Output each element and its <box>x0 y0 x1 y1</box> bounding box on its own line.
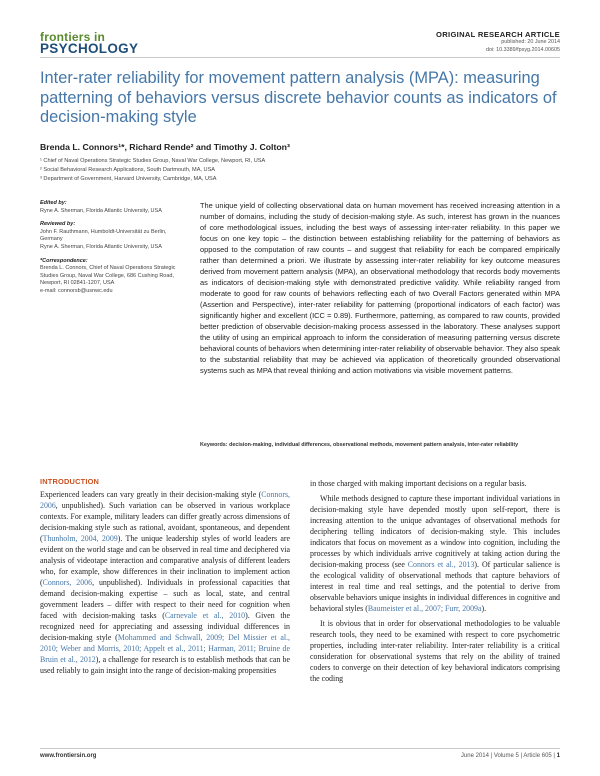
header-rule <box>40 57 560 58</box>
text-run: ). Of particular salience is the ecological validity of observational methods that capture behaviors of interest in real time and real settings, and the potential to derive from observable behaviors unique insights in individual differences in cognitive and behavioral styles ( <box>310 560 560 613</box>
published-date: published: 20 June 2014 <box>501 39 560 45</box>
authors: Brenda L. Connors¹*, Richard Rende² and Timothy J. Colton³ <box>40 142 290 152</box>
correspondence-address: Brenda L. Connors, Chief of Naval Operations Strategic Studies Group, Naval War College, 686 Cushing Road, Newport, RI 02841-1207, USA <box>40 265 176 287</box>
intro-paragraph-2 <box>310 493 560 614</box>
citation-link[interactable]: Connors, 2006 <box>42 578 93 587</box>
affiliation-3: ³ Department of Government, Harvard University, Cambridge, MA, USA <box>40 176 217 183</box>
reviewer-2: Ryne A. Sherman, Florida Atlantic University, USA <box>40 243 162 250</box>
journal-logo-line2: PSYCHOLOGY <box>40 41 139 56</box>
keywords <box>200 441 560 449</box>
keywords-label: Keywords: <box>200 442 228 448</box>
intro-paragraph-1-cont: in those charged with making important decisions on a regular basis. <box>310 479 527 488</box>
body-column-right <box>310 478 560 684</box>
text-run: , unpublished). Such variation can be observed in various workplace contexts. For example, military leaders can differ greatly across dimensions of decision-making style such as rational, avoidant, spontaneous, and dependent ( <box>40 501 290 543</box>
correspondence-email[interactable]: e-mail: connorsb@usnwc.edu <box>40 287 113 294</box>
text-run: Experienced leaders can vary greatly in their decision-making style ( <box>40 490 262 499</box>
intro-paragraph-3: It is obvious that in order for observational methodologies to be valuable research tools, they need to be examined with respect to core psychometric properties, including inter-rater reliability. Inter-rater reliability is a critical consideration for observational systems that rely on the ability of trained coders to converge on their detection of key behavioral indicators comprising the coding <box>310 619 560 683</box>
footer-meta <box>461 753 560 759</box>
citation-link[interactable]: Carnevale et al., 2010 <box>164 611 246 620</box>
text-run: ). Given the recognized need for appreciating and assessing individual differences in decision-making style ( <box>40 611 290 642</box>
journal-logo <box>40 32 138 54</box>
article-type: ORIGINAL RESEARCH ARTICLE <box>436 30 560 39</box>
reviewed-by-heading: Reviewed by: <box>40 221 76 228</box>
keywords-list: decision-making, individual differences, observational methods, movement pattern analysis, inter-rater reliability <box>229 442 519 448</box>
citation-link[interactable]: Baumeister et al., 2007; Furr, 2009a <box>367 604 482 613</box>
text-run: While methods designed to capture these important individual variations in decision-making style have depended mostly upon self-report, there is increasing attention to the unique advantages of observational methods for deciphering telling indicators of decision-making style. This includes indicators that focus on movement as a window into cognition, including the processes by which individuals arrive cognitively at taking action during the decision-making process (see <box>310 494 560 569</box>
page-number: 1 <box>556 753 560 759</box>
journal-logo-line1: frontiers in <box>40 30 106 44</box>
article-title: Inter-rater reliability for movement pattern analysis (MPA): measuring patterning of behaviors versus discrete behavior counts as indicators of decision-making style <box>40 69 557 126</box>
edited-by: Ryne A. Sherman, Florida Atlantic University, USA <box>40 207 162 214</box>
doi: doi: 10.3389/fpsyg.2014.00605 <box>485 46 560 53</box>
edited-by-heading: Edited by: <box>40 200 67 206</box>
text-run: ). The unique leadership styles of world leaders are evident on the world stage and can be observed in real time and deciphered via analysis of videotape interaction and comparative analysis of different leaders who, for example, show differences in their inclination to implement action ( <box>40 534 290 587</box>
affiliation-1: ¹ Chief of Naval Operations Strategic Studies Group, Naval War College, Newport, RI, USA <box>40 158 266 164</box>
affiliation-2: ² Social Behavioral Research Applications, South Dartmouth, MA, USA <box>40 167 216 174</box>
affiliations <box>40 157 265 185</box>
article-header-meta <box>436 30 560 54</box>
text-run: , unpublished). Individuals in professional capacities that demand decision-making expertise – such as local, state, and central government leaders – differ with respect to their need for cognition when faced with decision-making tasks ( <box>40 578 290 620</box>
citation-link[interactable]: Connors et al., 2013 <box>407 560 475 569</box>
section-heading-introduction: INTRODUCTION <box>40 477 100 486</box>
correspondence-heading: *Correspondence: <box>40 257 88 264</box>
footer-rule <box>40 748 560 749</box>
reviewer-1: John F. Rauthmann, Humboldt-Universität zu Berlin, Germany <box>40 228 167 243</box>
editorial-sidebar <box>40 200 190 302</box>
intro-paragraph-1 <box>40 489 290 676</box>
abstract: The unique yield of collecting observational data on human movement has received increasing attention in a number of domains, including the study of decision-making style. As such, interest has grown in the nuances of core methodological issues, including the best ways of assessing inter-rater reliability. In this paper we focus on one key topic – the distinction between establishing reliability for the patterning of behaviors as opposed to the computation of raw counts – and suggest that reliability for each be compared empirically rather than determined a priori. We illustrate by assessing inter-rater reliability for key outcome measures derived from movement pattern analysis (MPA), an observational methodology that records body movements as indicators of decision-making style with demonstrated predictive validity. While reliability ranged from moderate to good for raw counts of behaviors reflecting each of two Overall Factors generated within MPA (Assertion and Perspective), inter-rater reliability for patterning (proportional indicators of each factor) was significantly higher and excellent (ICC = 0.89). Furthermore, patterning, as compared to raw counts, provided better prediction of observable decision-making process assessed in the laboratory. These analyses support the utility of using an empirical approach to inform the consideration of measuring patterning versus discrete behavioral counts of behaviors when determining inter-rater reliability of observable behavior. They also speak to the substantial reliability that may be achieved via application of theoretically grounded observational systems such as MPA that reveal thinking and action motivations via visible movement patterns. <box>200 201 560 375</box>
footer-url[interactable]: www.frontiersin.org <box>40 753 97 759</box>
citation-link[interactable]: Connors, 2006 <box>40 490 290 510</box>
footer-issue: June 2014 | Volume 5 | Article 605 | <box>460 753 555 759</box>
citation-link[interactable]: Thunholm, 2004, 2009 <box>42 534 118 543</box>
text-run: ), a challenge for research is to establish methods that can be used reliably to gain insight into the range of decision-making propensities <box>40 655 290 675</box>
text-run: ). <box>481 604 487 613</box>
body-column-left <box>40 476 290 676</box>
citation-link[interactable]: Mohammed and Schwall, 2009; Del Missier et al., 2010; Weber and Morris, 2010; Appelt et al., 2011; Harman, 2011; Bruine de Bruin et al., 2012 <box>40 633 290 664</box>
